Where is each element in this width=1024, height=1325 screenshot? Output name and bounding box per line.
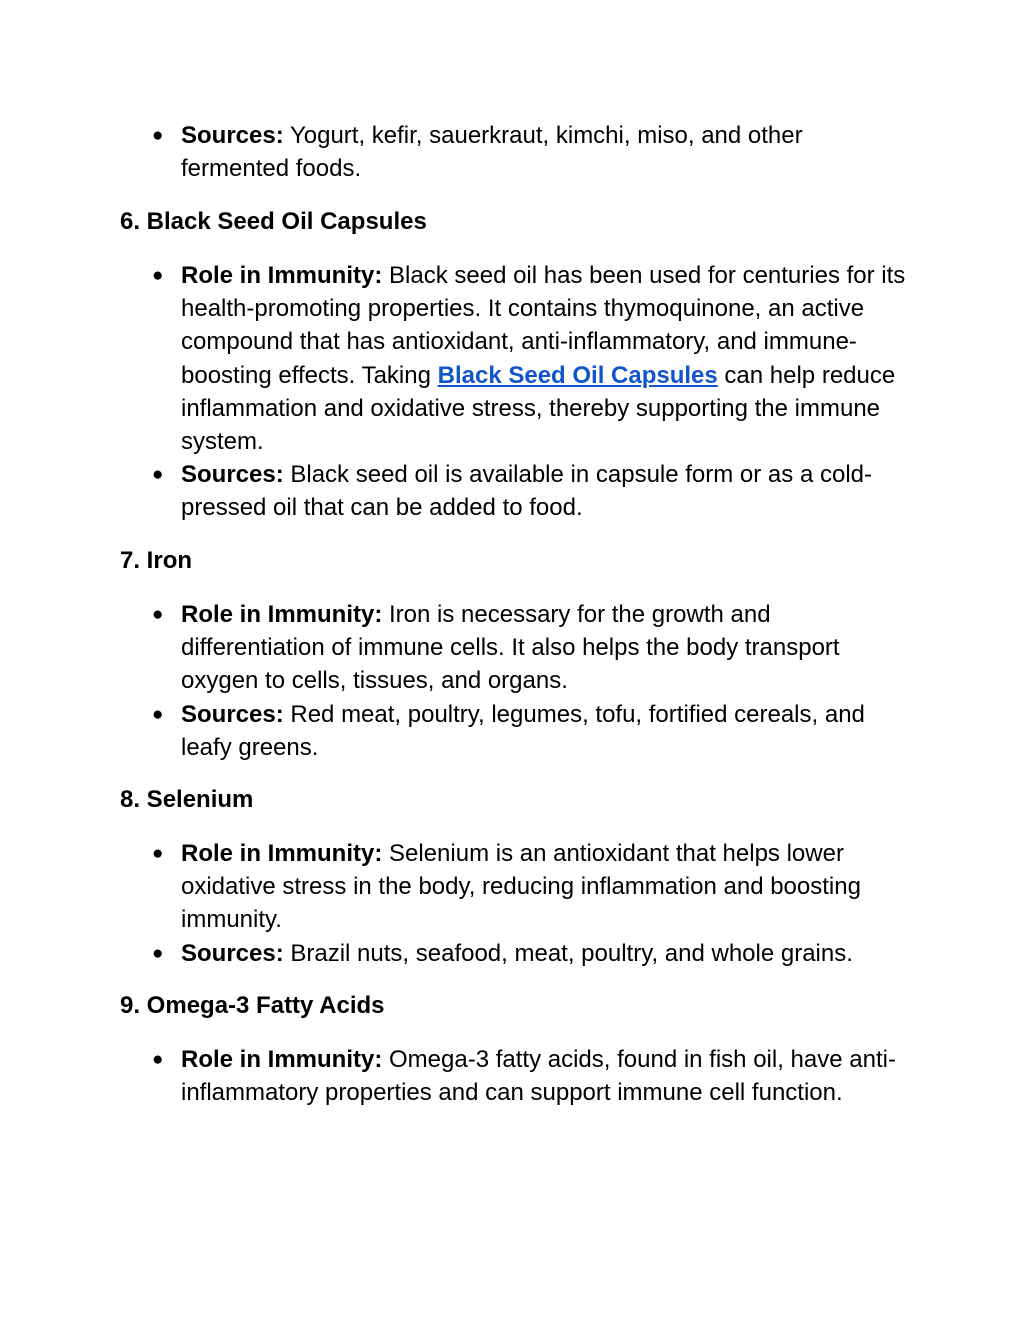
- list-item-role-in-immunity: [0, 598, 1024, 698]
- item-text: Red meat, poultry, legumes, tofu, fortified cereals, and leafy greens.: [181, 700, 865, 761]
- list-item-role-in-immunity: [0, 837, 1024, 937]
- item-label: Role in Immunity:: [181, 601, 383, 628]
- item-text: Selenium is an antioxidant that helps lower oxidative stress in the body, reducing inflammation and boosting immunity.: [181, 840, 861, 934]
- section-heading-omega-3: 9. Omega-3 Fatty Acids: [120, 992, 385, 1019]
- bullet-list-iron: [0, 598, 1024, 764]
- bullet-list-black-seed-oil: [0, 259, 1024, 525]
- bullet-list-fermented-foods: [0, 119, 1024, 185]
- item-label: Sources:: [181, 122, 284, 149]
- item-text: Brazil nuts, seafood, meat, poultry, and whole grains.: [283, 939, 853, 967]
- bullet-icon: ●: [152, 942, 164, 964]
- bullet-icon: ●: [152, 464, 164, 486]
- bullet-list-omega-3: [0, 1043, 1024, 1109]
- item-label: Sources:: [181, 939, 284, 967]
- bullet-icon: ●: [152, 1049, 164, 1070]
- item-label: Role in Immunity:: [181, 1046, 383, 1073]
- list-item-sources: [0, 937, 1024, 970]
- list-item-role-in-immunity: [0, 259, 1024, 458]
- black-seed-oil-capsules-link[interactable]: Black Seed Oil Capsules: [437, 361, 718, 389]
- item-text: Yogurt, kefir, sauerkraut, kimchi, miso, and other fermented foods.: [181, 122, 803, 183]
- item-label: Role in Immunity:: [181, 840, 383, 867]
- item-text: Iron is necessary for the growth and differentiation of immune cells. It also helps the body transport oxygen to cells, tissues, and organs.: [181, 601, 840, 695]
- bullet-icon: ●: [152, 604, 164, 625]
- item-text: Omega-3 fatty acids, found in fish oil, have anti-inflammatory properties and can support immune cell function.: [181, 1046, 896, 1107]
- section-heading-selenium: 8. Selenium: [120, 786, 254, 813]
- list-item-sources: [0, 119, 1024, 185]
- list-item-sources: [0, 698, 1024, 764]
- item-text-continued: can help reduce inflammation and oxidative stress, thereby supporting the immune system.: [181, 361, 896, 456]
- item-text: Black seed oil has been used for centuries for its health-promoting properties. It contains thymoquinone, an active compound that has antioxidant, anti-inflammatory, and immune-boosting effects. Taking: [181, 262, 906, 389]
- item-label: Role in Immunity:: [181, 262, 383, 289]
- bullet-icon: ●: [152, 265, 164, 286]
- bullet-list-selenium: [0, 837, 1024, 970]
- section-heading-black-seed-oil: 6. Black Seed Oil Capsules: [120, 208, 427, 235]
- list-item-role-in-immunity: [0, 1043, 1024, 1109]
- item-label: Sources:: [181, 700, 284, 728]
- bullet-icon: ●: [152, 843, 164, 864]
- item-text: Black seed oil is available in capsule form or as a cold-pressed oil that can be added to food.: [181, 461, 872, 522]
- list-item-sources: [0, 458, 1024, 524]
- bullet-icon: ●: [152, 125, 164, 146]
- bullet-icon: ●: [152, 703, 164, 725]
- section-heading-iron: 7. Iron: [120, 547, 193, 574]
- item-label: Sources:: [181, 461, 284, 489]
